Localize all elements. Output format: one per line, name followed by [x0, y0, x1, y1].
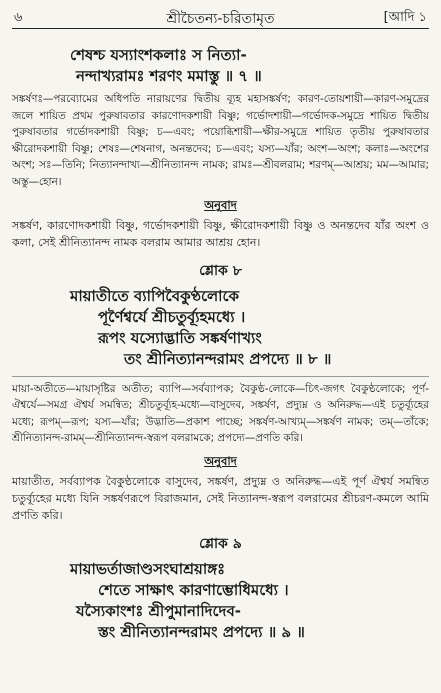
- page-number: ৬: [14, 10, 23, 25]
- translation-8: মায়াতীত, সর্বব্যাপক বৈকুণ্ঠলোকে বাসুদেব, সঙ্কর্ষণ, প্রদ্যুম্ন ও অনিরুদ্ধ—এই পূর্ণ ঐশ্বর্য সমন্বিত চতুর্ব্যূহের মধ্যে যিনি সঙ্কর্ষণরূপে বিরাজমান, সেই নিত্যানন্দ-স্বরূপ বলরামের শ্রীচরণ-কমলে আমি প্রণতি করি।: [12, 474, 429, 522]
- verse-7-line-1: শেষশ্চ যস্যাংশকলাঃ স নিত্যা-: [70, 46, 247, 64]
- verse-9-line-1: মায়াভর্তাজাণ্ডসংঘাশ্রয়াঙ্গঃ: [70, 559, 226, 578]
- sloka-8-heading: শ্লোক ৮: [199, 262, 242, 279]
- word-gloss-8: মায়া-অতীতে—মায়াসৃষ্টির অতীত; ব্যাপি—সর্বব্যাপক; বৈকুণ্ঠ-লোকে—চিৎ-জগৎ বৈকুণ্ঠলোকে; পূর্ণ-ঐশ্বর্যে—সমগ্র ঐশ্বর্য সমন্বিত; শ্রীচতুর্ব্যূহ-মধ্যে—বাসুদেব, সঙ্কর্ষণ, প্রদ্যুম্ন ও অনিরুদ্ধ—এই চতুর্ব্যূহের মধ্যে; রূপম্—রূপ; যস্য—যাঁর; উদ্ভাতি—প্রকাশ পাচ্ছে; সঙ্কর্ষণ-আখ্যম্—সঙ্কর্ষণ নামক; তম্—তাঁকে; শ্রীনিত্যানন্দ-রামম্—শ্রীনিত্যানন্দ-স্বরূপ বলরামকে; প্রপদ্যে—প্রণতি করি।: [12, 382, 429, 445]
- verse-8: [12, 286, 429, 370]
- verse-9-line-3: যস্যৈকাংশঃ শ্রীপুমানাদিদেব-: [76, 601, 242, 620]
- verse-8-line-1: মায়াতীতে ব্যাপিবৈকুণ্ঠলোকে: [70, 286, 240, 305]
- verse-9: [12, 559, 429, 643]
- verse-7: [12, 45, 429, 87]
- sloka-9-heading: শ্লোক ৯: [199, 535, 242, 552]
- running-title: শ্রীচৈতন্য-চরিতামৃত: [166, 11, 275, 27]
- section-marker: [আদি ১: [383, 10, 427, 25]
- page-header: [12, 6, 429, 29]
- verse-9-line-4: স্তং শ্রীনিত্যানন্দরামং প্রপদ্যে ॥ ৯ ॥: [98, 622, 305, 641]
- translation-heading-8: অনুবাদ: [204, 453, 237, 468]
- translation-7: সঙ্কর্ষণ, কারণোদকশায়ী বিষ্ণু, গর্ভোদকশায়ী বিষ্ণু, ক্ষীরোদকশায়ী বিষ্ণু ও অনন্তদেব যাঁর অংশ ও কলা, সেই শ্রীনিত্যানন্দ নামক বলরাম আমার আশ্রয় হোন।: [12, 218, 429, 249]
- verse-8-line-3: রূপং যস্যোদ্ভাতি সঙ্কর্ষণাখ্যং: [98, 328, 262, 347]
- verse-9-line-2: শেতে সাক্ষাৎ কারণাম্ভোধিমধ্যে ।: [98, 580, 289, 599]
- word-gloss-7: সঙ্কর্ষণঃ—পরব্যোমের অধিপতি নারায়ণের দ্বিতীয় ব্যূহ মহাসঙ্কর্ষণ; কারণ-তোয়শায়ী—কারণ-সমুদ্রের জলে শায়িত প্রথম পুরুষাবতার কারণোদকশায়ী বিষ্ণু; গর্ভোদশায়ী—গর্ভোদক-সমুদ্রে শায়িত দ্বিতীয় পুরুষাবতার গর্ভোদকশায়ী বিষ্ণু; চ—এবং; পয়োব্ধিশায়ী—ক্ষীর-সমুদ্রে শায়িত তৃতীয় পুরুষাবতার ক্ষীরোদকশায়ী বিষ্ণু; শেষঃ—শেষনাগ, অনন্তদেব; চ—এবং; যস্য—যাঁর; অংশ—অংশ; কলাঃ—অংশের অংশ; সঃ—তিনি; নিত্যানন্দাখ্য—শ্রীনিত্যানন্দ নামক; রামঃ—শ্রীবলরাম; শরণম্—আশ্রয়; মম—আমার; অস্তু—হোন।: [12, 93, 429, 188]
- translation-heading-7: অনুবাদ: [204, 197, 237, 212]
- verse-8-line-2: পূর্ণৈশ্বর্যে শ্রীচতুর্ব্যূহমধ্যে ।: [98, 307, 246, 326]
- verse-8-line-4: তং শ্রীনিত্যানন্দরামং প্রপদ্যে ॥ ৮ ॥: [124, 349, 332, 368]
- divider: [12, 376, 429, 377]
- verse-7-line-2: নন্দাখ্যরামঃ শরণং মমাস্তু ॥ ৭ ॥: [76, 67, 262, 85]
